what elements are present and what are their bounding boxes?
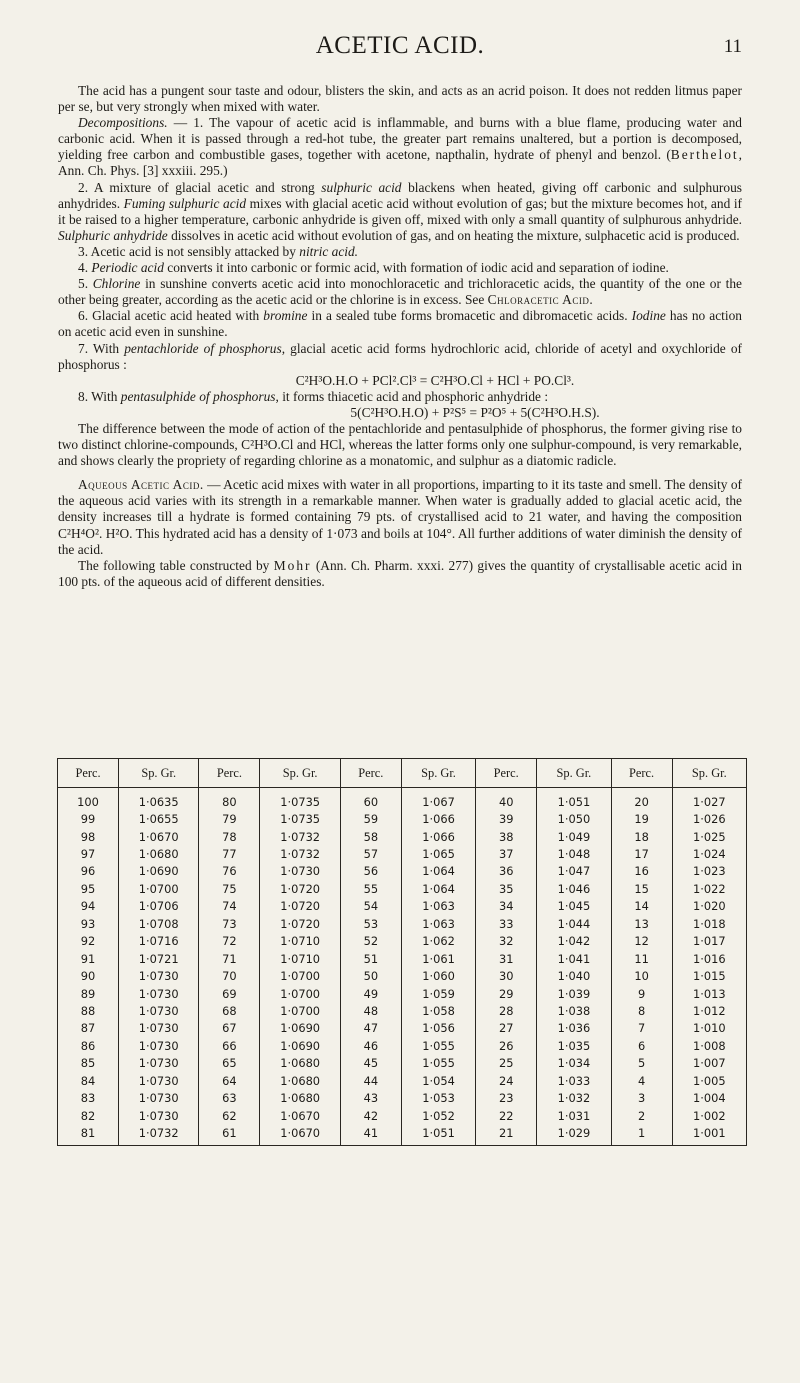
cell-perc: 13 (611, 915, 672, 932)
page-number: 11 (723, 36, 742, 57)
cell-perc: 54 (340, 898, 401, 915)
cell-sp-gr: 1·0730 (119, 967, 199, 984)
cell-sp-gr: 1·0680 (260, 1072, 340, 1089)
table-row (58, 967, 747, 984)
cell-perc: 28 (476, 1002, 537, 1019)
section-heading: Aqueous Acetic Acid. (78, 477, 204, 493)
cell-sp-gr: 1·061 (401, 950, 475, 967)
cell-sp-gr: 1·067 (401, 788, 475, 811)
cell-perc: 91 (58, 950, 119, 967)
reagent-name: Iodine (631, 308, 666, 324)
cell-sp-gr: 1·054 (401, 1072, 475, 1089)
reagent-name: Sulphuric anhydride (58, 227, 168, 243)
cell-sp-gr: 1·0720 (260, 915, 340, 932)
cell-perc: 20 (611, 788, 672, 811)
cell-perc: 71 (199, 950, 260, 967)
cell-perc: 40 (476, 788, 537, 811)
header-perc: Perc. (58, 759, 119, 788)
header-sp-gr: Sp. Gr. (119, 759, 199, 788)
cell-perc: 84 (58, 1072, 119, 1089)
table-header-row (58, 759, 747, 788)
paragraph-nitric (58, 244, 742, 260)
text: 3. Acetic acid is not sensibly attacked by (78, 243, 300, 259)
text: , glacial acetic acid forms hydrochloric acid, chloride of acetyl and oxychloride of phosphorus : (58, 340, 742, 372)
cell-perc: 99 (58, 810, 119, 827)
text: dissolves in acetic acid without evolution of gas, and on heating the mixture, sulphacetic acid is produced. (167, 227, 740, 243)
text: in sunshine converts acetic acid into monochloracetic and trichloracetic acids, the quantity of the one or the other being greater, according as the acetic acid or the chlorine is in excess. See (58, 276, 742, 308)
cell-sp-gr: 1·0730 (119, 1072, 199, 1089)
cell-perc: 48 (340, 1002, 401, 1019)
cell-perc: 82 (58, 1107, 119, 1124)
cell-perc: 61 (199, 1124, 260, 1145)
cell-perc: 21 (476, 1124, 537, 1145)
text: in a sealed tube forms bromacetic and dibromacetic acids. (307, 308, 632, 324)
cell-sp-gr: 1·0690 (260, 1037, 340, 1054)
cell-sp-gr: 1·040 (537, 967, 611, 984)
cell-perc: 51 (340, 950, 401, 967)
cell-perc: 25 (476, 1055, 537, 1072)
cell-perc: 29 (476, 985, 537, 1002)
cell-perc: 93 (58, 915, 119, 932)
cell-perc: 97 (58, 845, 119, 862)
text: — Acetic acid mixes with water in all proportions, imparting to it its taste and smell. The density of the aqueous acid varies with its strength in a remarkable manner. When water is gradually added to glacial acetic acid, the density increases till a hydrate is formed containing 79 pts. of crystallised acid to 21 water, and having the composition C²H⁴O². H²O. This hydrated acid has a density of 1·073 and boils at 104°. All further additions of water diminish the density of the acid. (58, 477, 742, 557)
cell-perc: 77 (199, 845, 260, 862)
text: 8. With (78, 388, 121, 404)
cell-sp-gr: 1·058 (401, 1002, 475, 1019)
paragraph-difference (58, 421, 742, 469)
cell-sp-gr: 1·012 (672, 1002, 746, 1019)
reagent-name: Fuming sulphuric acid (123, 195, 247, 211)
cell-perc: 10 (611, 967, 672, 984)
cell-perc: 81 (58, 1124, 119, 1145)
cell-perc: 37 (476, 845, 537, 862)
cell-perc: 32 (476, 933, 537, 950)
cell-sp-gr: 1·051 (537, 788, 611, 811)
table-row (58, 1055, 747, 1072)
table-row (58, 1020, 747, 1037)
cell-sp-gr: 1·032 (537, 1089, 611, 1106)
header-sp-gr: Sp. Gr. (672, 759, 746, 788)
cell-sp-gr: 1·0670 (119, 828, 199, 845)
cell-sp-gr: 1·0710 (260, 933, 340, 950)
cell-perc: 36 (476, 863, 537, 880)
cell-perc: 27 (476, 1020, 537, 1037)
cell-sp-gr: 1·050 (537, 810, 611, 827)
cross-reference: Chloracetic Acid. (487, 292, 594, 308)
cell-perc: 45 (340, 1055, 401, 1072)
cell-perc: 1 (611, 1124, 672, 1145)
cell-perc: 50 (340, 967, 401, 984)
cell-sp-gr: 1·036 (537, 1020, 611, 1037)
body-text (58, 83, 742, 590)
cell-sp-gr: 1·0710 (260, 950, 340, 967)
cell-sp-gr: 1·046 (537, 880, 611, 897)
text: has no action on acetic acid even in sunshine. (58, 308, 742, 340)
running-head (0, 32, 800, 66)
cell-sp-gr: 1·052 (401, 1107, 475, 1124)
section-heading: Decompositions. (78, 115, 168, 131)
text: , it forms thiacetic acid and phosphoric anhydride : (275, 388, 549, 404)
cell-sp-gr: 1·0730 (119, 985, 199, 1002)
table-row (58, 1037, 747, 1054)
paragraph-bromine (58, 308, 742, 340)
cell-perc: 6 (611, 1037, 672, 1054)
cell-perc: 69 (199, 985, 260, 1002)
cell-perc: 73 (199, 915, 260, 932)
table-row (58, 898, 747, 915)
cell-sp-gr: 1·010 (672, 1020, 746, 1037)
cell-perc: 80 (199, 788, 260, 811)
cell-sp-gr: 1·038 (537, 1002, 611, 1019)
table-row (58, 985, 747, 1002)
text: , Ann. Ch. Phys. [3] xxxiii. 295.) (58, 147, 742, 179)
table-row (58, 1107, 747, 1124)
cell-sp-gr: 1·023 (672, 863, 746, 880)
table-row (58, 933, 747, 950)
cell-sp-gr: 1·031 (537, 1107, 611, 1124)
cell-sp-gr: 1·0670 (260, 1107, 340, 1124)
paragraph-pentachloride (58, 341, 742, 373)
cell-perc: 87 (58, 1020, 119, 1037)
cell-perc: 2 (611, 1107, 672, 1124)
cell-sp-gr: 1·002 (672, 1107, 746, 1124)
text: The following table constructed by (78, 557, 274, 573)
table-row (58, 880, 747, 897)
cell-perc: 67 (199, 1020, 260, 1037)
cell-perc: 3 (611, 1089, 672, 1106)
cell-sp-gr: 1·0635 (119, 788, 199, 811)
cell-perc: 39 (476, 810, 537, 827)
cell-perc: 86 (58, 1037, 119, 1054)
cell-perc: 35 (476, 880, 537, 897)
header-sp-gr: Sp. Gr. (401, 759, 475, 788)
cell-sp-gr: 1·066 (401, 810, 475, 827)
cell-sp-gr: 1·0732 (119, 1124, 199, 1145)
cell-sp-gr: 1·0700 (119, 880, 199, 897)
cell-sp-gr: 1·020 (672, 898, 746, 915)
cell-perc: 89 (58, 985, 119, 1002)
cell-sp-gr: 1·064 (401, 880, 475, 897)
cell-sp-gr: 1·015 (672, 967, 746, 984)
cell-sp-gr: 1·0721 (119, 950, 199, 967)
cell-sp-gr: 1·0700 (260, 1002, 340, 1019)
header-perc: Perc. (199, 759, 260, 788)
cell-sp-gr: 1·0735 (260, 788, 340, 811)
cell-sp-gr: 1·063 (401, 915, 475, 932)
cell-sp-gr: 1·044 (537, 915, 611, 932)
cell-perc: 56 (340, 863, 401, 880)
cell-sp-gr: 1·045 (537, 898, 611, 915)
cell-perc: 66 (199, 1037, 260, 1054)
cell-sp-gr: 1·007 (672, 1055, 746, 1072)
text: blackens when heated, giving off carbonic and sulphurous anhydrides. (58, 179, 742, 211)
cell-perc: 49 (340, 985, 401, 1002)
cell-sp-gr: 1·0730 (119, 1037, 199, 1054)
cell-perc: 16 (611, 863, 672, 880)
paragraph-table-intro (58, 558, 742, 590)
cell-perc: 43 (340, 1089, 401, 1106)
header-perc: Perc. (476, 759, 537, 788)
cell-sp-gr: 1·042 (537, 933, 611, 950)
cell-perc: 38 (476, 828, 537, 845)
cell-perc: 34 (476, 898, 537, 915)
cell-perc: 83 (58, 1089, 119, 1106)
cell-perc: 96 (58, 863, 119, 880)
table-row (58, 1089, 747, 1106)
spacer (58, 469, 742, 477)
cell-sp-gr: 1·018 (672, 915, 746, 932)
cell-sp-gr: 1·0690 (260, 1020, 340, 1037)
cell-sp-gr: 1·027 (672, 788, 746, 811)
paragraph-chlorine (58, 276, 742, 308)
cell-perc: 57 (340, 845, 401, 862)
cell-perc: 79 (199, 810, 260, 827)
cell-sp-gr: 1·024 (672, 845, 746, 862)
author-name: Mohr (273, 557, 312, 573)
cell-sp-gr: 1·017 (672, 933, 746, 950)
cell-sp-gr: 1·055 (401, 1037, 475, 1054)
cell-sp-gr: 1·0730 (119, 1055, 199, 1072)
cell-sp-gr: 1·063 (401, 898, 475, 915)
cell-sp-gr: 1·033 (537, 1072, 611, 1089)
cell-perc: 72 (199, 933, 260, 950)
cell-perc: 65 (199, 1055, 260, 1072)
cell-sp-gr: 1·035 (537, 1037, 611, 1054)
paragraph-aqueous (58, 477, 742, 557)
cell-sp-gr: 1·0680 (260, 1055, 340, 1072)
cell-sp-gr: 1·013 (672, 985, 746, 1002)
cell-sp-gr: 1·055 (401, 1055, 475, 1072)
paragraph-periodic (58, 260, 742, 276)
reagent-name: pentasulphide of phosphorus (120, 388, 276, 404)
density-table (57, 758, 747, 1146)
cell-perc: 55 (340, 880, 401, 897)
cell-perc: 58 (340, 828, 401, 845)
cell-sp-gr: 1·0730 (119, 1002, 199, 1019)
cell-sp-gr: 1·056 (401, 1020, 475, 1037)
paragraph-pentasulphide (58, 389, 742, 405)
cell-sp-gr: 1·0730 (119, 1107, 199, 1124)
table-row (58, 915, 747, 932)
formula-pentachloride: C²H³O.H.O + PCl².Cl³ = C²H³O.Cl + HCl + PO.Cl³. (295, 372, 575, 388)
cell-perc: 62 (199, 1107, 260, 1124)
cell-perc: 23 (476, 1089, 537, 1106)
cell-sp-gr: 1·0716 (119, 933, 199, 950)
table-row (58, 788, 747, 811)
cell-perc: 41 (340, 1124, 401, 1145)
formula-pentasulphide: 5(C²H³O.H.O) + P²S⁵ = P²O⁵ + 5(C²H³O.H.S). (350, 404, 600, 420)
cell-perc: 98 (58, 828, 119, 845)
cell-perc: 88 (58, 1002, 119, 1019)
cell-perc: 52 (340, 933, 401, 950)
text: 2. A mixture of glacial acetic and strong (78, 179, 322, 195)
cell-perc: 90 (58, 967, 119, 984)
cell-sp-gr: 1·0732 (260, 845, 340, 862)
cell-perc: 11 (611, 950, 672, 967)
text: The difference between the mode of action of the pentachloride and pentasulphide of phosphorus, the former giving rise to two distinct chlorine-compounds, C²H³O.Cl and HCl, whereas the latter forms only one sulphur-compound, is very remarkable, and shows clearly the propriety of regarding chlorine as a monatomic, and sulphur as a diatomic radicle. (58, 420, 742, 469)
cell-perc: 18 (611, 828, 672, 845)
cell-sp-gr: 1·034 (537, 1055, 611, 1072)
cell-perc: 5 (611, 1055, 672, 1072)
reagent-name: pentachloride of phosphorus (124, 340, 282, 356)
table-row (58, 810, 747, 827)
cell-sp-gr: 1·0690 (119, 863, 199, 880)
cell-perc: 59 (340, 810, 401, 827)
reagent-name: Chlorine (92, 276, 141, 292)
cell-sp-gr: 1·039 (537, 985, 611, 1002)
cell-perc: 53 (340, 915, 401, 932)
cell-perc: 76 (199, 863, 260, 880)
cell-sp-gr: 1·048 (537, 845, 611, 862)
cell-perc: 64 (199, 1072, 260, 1089)
cell-sp-gr: 1·0730 (260, 863, 340, 880)
cell-sp-gr: 1·065 (401, 845, 475, 862)
cell-sp-gr: 1·059 (401, 985, 475, 1002)
cell-sp-gr: 1·064 (401, 863, 475, 880)
table-row (58, 950, 747, 967)
cell-sp-gr: 1·0720 (260, 880, 340, 897)
cell-sp-gr: 1·029 (537, 1124, 611, 1145)
paragraph-properties (58, 83, 742, 115)
cell-perc: 19 (611, 810, 672, 827)
text: 6. Glacial acetic acid heated with (78, 308, 264, 324)
cell-perc: 8 (611, 1002, 672, 1019)
reagent-name: Periodic acid (91, 260, 164, 276)
reagent-name: sulphuric acid (321, 179, 402, 195)
cell-perc: 75 (199, 880, 260, 897)
cell-sp-gr: 1·005 (672, 1072, 746, 1089)
cell-perc: 100 (58, 788, 119, 811)
paragraph-sulphuric (58, 180, 742, 244)
cell-perc: 17 (611, 845, 672, 862)
text: converts it into carbonic or formic acid, with formation of iodic acid and separation of iodine. (163, 260, 669, 276)
table-body (58, 788, 747, 1146)
reagent-name: nitric acid. (299, 243, 359, 259)
table-row (58, 1002, 747, 1019)
cell-perc: 31 (476, 950, 537, 967)
cell-perc: 33 (476, 915, 537, 932)
cell-perc: 9 (611, 985, 672, 1002)
table-row (58, 845, 747, 862)
page-title: ACETIC ACID. (315, 32, 485, 59)
cell-perc: 74 (199, 898, 260, 915)
table-row (58, 1072, 747, 1089)
text: The acid has a pungent sour taste and odour, blisters the skin, and acts as an acrid poison. It does not redden litmus paper per se, but very strongly when mixed with water. (58, 83, 742, 115)
cell-sp-gr: 1·049 (537, 828, 611, 845)
cell-sp-gr: 1·001 (672, 1124, 746, 1145)
header-perc: Perc. (611, 759, 672, 788)
cell-sp-gr: 1·025 (672, 828, 746, 845)
cell-perc: 60 (340, 788, 401, 811)
cell-perc: 95 (58, 880, 119, 897)
cell-sp-gr: 1·0730 (119, 1020, 199, 1037)
cell-perc: 92 (58, 933, 119, 950)
cell-perc: 70 (199, 967, 260, 984)
cell-perc: 15 (611, 880, 672, 897)
cell-sp-gr: 1·0680 (119, 845, 199, 862)
cell-perc: 44 (340, 1072, 401, 1089)
cell-perc: 24 (476, 1072, 537, 1089)
cell-perc: 7 (611, 1020, 672, 1037)
cell-sp-gr: 1·041 (537, 950, 611, 967)
text: — 1. The vapour of acetic acid is inflammable, and burns with a blue flame, producing water and carbonic acid. When it is passed through a red-hot tube, the greater part remains unaltered, but a portion is decomposed, yielding free carbon and combustible gases, together with acetone, napthalin, hydrate of phenyl and benzol. ( (58, 115, 742, 163)
cell-sp-gr: 1·062 (401, 933, 475, 950)
cell-perc: 14 (611, 898, 672, 915)
author-name: Berthelot (670, 147, 739, 163)
cell-perc: 26 (476, 1037, 537, 1054)
cell-sp-gr: 1·0655 (119, 810, 199, 827)
cell-sp-gr: 1·0700 (260, 967, 340, 984)
cell-perc: 22 (476, 1107, 537, 1124)
table-row (58, 863, 747, 880)
cell-perc: 42 (340, 1107, 401, 1124)
cell-sp-gr: 1·060 (401, 967, 475, 984)
cell-perc: 12 (611, 933, 672, 950)
table-row (58, 828, 747, 845)
cell-sp-gr: 1·047 (537, 863, 611, 880)
cell-perc: 94 (58, 898, 119, 915)
cell-perc: 63 (199, 1089, 260, 1106)
cell-perc: 85 (58, 1055, 119, 1072)
cell-sp-gr: 1·016 (672, 950, 746, 967)
paragraph-decompositions (58, 115, 742, 179)
cell-perc: 46 (340, 1037, 401, 1054)
cell-sp-gr: 1·0670 (260, 1124, 340, 1145)
cell-sp-gr: 1·0680 (260, 1089, 340, 1106)
text: 4. (78, 260, 92, 276)
text: mixes with glacial acetic acid without evolution of gas; but the mixture becomes hot, and if it be raised to a higher temperature, carbonic anhydride is given off, mixed with only a small quantity of sulphurous anhydride. (58, 195, 742, 227)
text: 7. With (78, 340, 125, 356)
cell-sp-gr: 1·0706 (119, 898, 199, 915)
cell-sp-gr: 1·004 (672, 1089, 746, 1106)
cell-sp-gr: 1·008 (672, 1037, 746, 1054)
cell-sp-gr: 1·026 (672, 810, 746, 827)
header-sp-gr: Sp. Gr. (537, 759, 611, 788)
cell-sp-gr: 1·0735 (260, 810, 340, 827)
cell-sp-gr: 1·0700 (260, 985, 340, 1002)
cell-sp-gr: 1·0730 (119, 1089, 199, 1106)
cell-perc: 47 (340, 1020, 401, 1037)
cell-sp-gr: 1·051 (401, 1124, 475, 1145)
header-perc: Perc. (340, 759, 401, 788)
cell-perc: 78 (199, 828, 260, 845)
cell-sp-gr: 1·0720 (260, 898, 340, 915)
text: 5. (78, 276, 93, 292)
reagent-name: bromine (263, 308, 308, 324)
cell-perc: 68 (199, 1002, 260, 1019)
header-sp-gr: Sp. Gr. (260, 759, 340, 788)
cell-perc: 30 (476, 967, 537, 984)
table-row (58, 1124, 747, 1145)
text: (Ann. Ch. Pharm. xxxi. 277) gives the quantity of crystallisable acetic acid in 100 pts. of the aqueous acid of different densities. (58, 557, 743, 589)
cell-sp-gr: 1·066 (401, 828, 475, 845)
cell-sp-gr: 1·0708 (119, 915, 199, 932)
cell-sp-gr: 1·022 (672, 880, 746, 897)
cell-perc: 4 (611, 1072, 672, 1089)
cell-sp-gr: 1·053 (401, 1089, 475, 1106)
cell-sp-gr: 1·0732 (260, 828, 340, 845)
